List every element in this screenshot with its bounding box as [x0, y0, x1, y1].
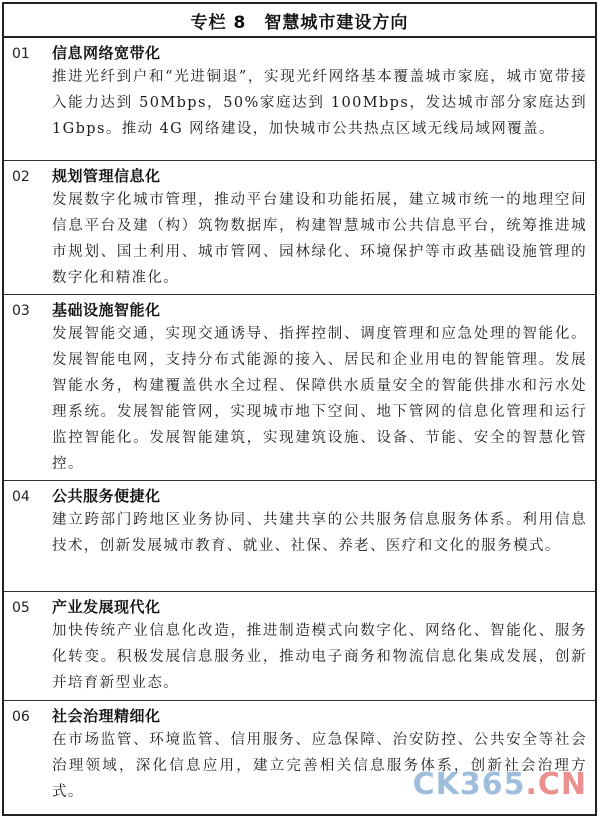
- section-body: 发展数字化城市管理，推动平台建设和功能拓展，建立城市统一的地理空间信息平台及建（构）筑物数据库，构建智慧城市公共信息平台，统筹推进城市规划、国土利用、城市管网、园林绿化、环境保护等市政基础设施管理的数字化和精准化。: [52, 192, 587, 286]
- section-number: 01: [12, 46, 30, 62]
- section-number: 05: [12, 600, 30, 616]
- section-02: [4, 161, 595, 295]
- section-title: 社会治理精细化: [52, 707, 161, 725]
- site-watermark: CK365.CN: [412, 767, 587, 802]
- section-01: [4, 38, 595, 161]
- section-body: 建立跨部门跨地区业务协同、共建共享的公共服务信息服务体系。利用信息技术，创新发展城市教育、就业、社保、养老、医疗和文化的服务模式。: [52, 512, 587, 554]
- section-number: 03: [12, 303, 30, 319]
- section-05: [4, 592, 595, 701]
- section-title: 基础设施智能化: [52, 301, 161, 319]
- section-04: [4, 481, 595, 592]
- column-title: [4, 4, 595, 38]
- section-number: 04: [12, 489, 30, 505]
- section-number: 02: [12, 169, 30, 185]
- section-title: 规划管理信息化: [52, 167, 161, 185]
- section-body: 发展智能交通，实现交通诱导、指挥控制、调度管理和应急处理的智能化。发展智能电网，支持分布式能源的接入、居民和企业用电的智能管理。发展智能水务，构建覆盖供水全过程、保障供水质量安全的智能供排水和污水处理系统。发展智能管网，实现城市地下空间、地下管网的信息化管理和运行监控智能化。发展智能建筑，实现建筑设施、设备、节能、安全的智慧化管控。: [52, 326, 587, 472]
- section-body: 加快传统产业信息化改造，推进制造模式向数字化、网络化、智能化、服务化转变。积极发展信息服务业，推动电子商务和物流信息化集成发展，创新并培育新型业态。: [52, 623, 587, 691]
- section-title: 公共服务便捷化: [52, 487, 161, 505]
- section-title: 产业发展现代化: [52, 598, 161, 616]
- section-03: [4, 295, 595, 481]
- column-box: [2, 2, 597, 816]
- section-body: 在市场监管、环境监管、信用服务、应急保障、治安防控、公共安全等社会治理领域，深化信息应用，建立完善相关信息服务体系，创新社会治理方式。: [52, 732, 587, 800]
- column-number: 专栏 8: [190, 12, 247, 33]
- section-06: [4, 701, 595, 814]
- section-number: 06: [12, 709, 30, 725]
- column-heading: 智慧城市建设方向: [264, 12, 409, 33]
- section-title: 信息网络宽带化: [52, 44, 161, 62]
- section-body: 推进光纤到户和“光进铜退”，实现光纤网络基本覆盖城市家庭，城市宽带接入能力达到 50Mbps，50%家庭达到 100Mbps，发达城市部分家庭达到 1Gbps。推动 4G 网络建设，加快城市公共热点区域无线局域网覆盖。: [52, 69, 587, 137]
